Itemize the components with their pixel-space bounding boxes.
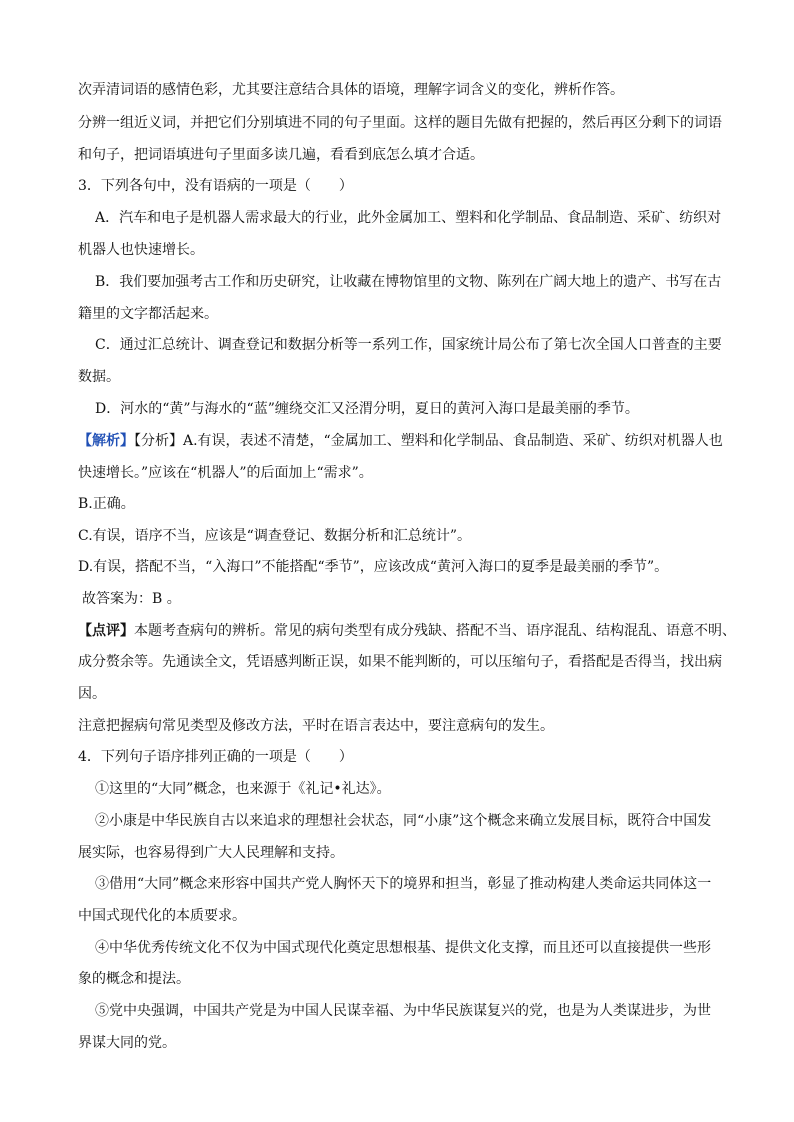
analysis-text: 【分析】A.有误，表述不清楚，“金属加工、塑料和化学制品、食品制造、采矿、纺织对机器人也	[134, 433, 723, 449]
option-d: D．河水的“黄”与海水的“蓝”缠绕交汇又泾渭分明，夏日的黄河入海口是最美丽的季节。	[95, 401, 639, 417]
text-line: C.有误，语序不当，应该是“调查登记、数据分析和汇总统计”。	[78, 528, 471, 544]
comment-tag: 【点评】	[78, 623, 134, 639]
option-c: C．通过汇总统计、调查登记和数据分析等一系列工作，国家统计局公布了第七次全国人口普查的主要	[95, 337, 722, 353]
sentence-4: ④中华优秀传统文化不仅为中国式现代化奠定思想根基、提供文化支撑，而且还可以直接提供一些形	[95, 940, 711, 956]
question-4-stem: 4．下列句子语序排列正确的一项是（ ）	[78, 749, 353, 765]
sentence-4-cont: 象的概念和提法。	[78, 971, 190, 987]
sentence-2: ②小康是中华民族自古以来追求的理想社会状态，同“小康”这个概念来确立发展目标，既符合中国发	[95, 813, 712, 829]
text-line: 快速增长。”应该在“机器人”的后面加上“需求”。	[78, 465, 373, 481]
text-line: 成分赘余等。先通读全文，凭语感判断正误，如果不能判断的，可以压缩句子，看搭配是否得当，找出病	[78, 654, 722, 670]
comment-line	[78, 621, 758, 641]
option-c-cont: 数据。	[78, 369, 120, 385]
sentence-5: ⑤党中央强调，中国共产党是为中国人民谋幸福、为中华民族谋复兴的党，也是为人类谋进步，为世	[95, 1003, 711, 1019]
text-line: 注意把握病句常见类型及修改方法，平时在语言表达中，要注意病句的发生。	[78, 718, 554, 734]
question-3-stem: 3．下列各句中，没有语病的一项是（ ）	[78, 178, 353, 194]
answer-line: 故答案为：B 。	[82, 591, 181, 607]
sentence-2-cont: 展实际，也容易得到广大人民理解和支持。	[78, 845, 344, 861]
comment-text: 本题考查病句的辨析。常见的病句类型有成分残缺、搭配不当、语序混乱、结构混乱、语意不明、	[134, 623, 736, 639]
sentence-1: ①这里的“大同”概念，也来源于《礼记•礼达》。	[95, 781, 391, 797]
text-line: D.有误，搭配不当，“入海口”不能搭配“季节”，应该改成“黄河入海口的夏季是最美丽的季节”。	[78, 559, 669, 575]
text-line: 分辨一组近义词，并把它们分别填进不同的句子里面。这样的题目先做有把握的，然后再区分剩下的词语	[78, 115, 722, 131]
option-b: B．我们要加强考古工作和历史研究，让收藏在博物馆里的文物、陈列在广阔大地上的遗产、书写在古	[95, 274, 722, 290]
sentence-5-cont: 界谋大同的党。	[78, 1035, 176, 1051]
option-a-cont: 机器人也快速增长。	[78, 242, 204, 258]
sentence-3: ③借用“大同”概念来形容中国共产党人胸怀天下的境界和担当，彰显了推动构建人类命运共同体这一	[95, 876, 712, 892]
text-line: 因。	[78, 686, 106, 702]
text-line: B.正确。	[78, 496, 135, 512]
analysis-line	[78, 431, 758, 451]
option-b-cont: 籍里的文字都活起来。	[78, 306, 218, 322]
text-line: 和句子，把词语填进句子里面多读几遍，看看到底怎么填才合适。	[78, 147, 484, 163]
analysis-tag: 【解析】	[78, 433, 134, 449]
text-line: 次弄清词语的感情色彩，尤其要注意结合具体的语境，理解字词含义的变化，辨析作答。	[78, 82, 624, 98]
sentence-3-cont: 中国式现代化的本质要求。	[78, 908, 246, 924]
option-a: A．汽车和电子是机器人需求最大的行业，此外金属加工、塑料和化学制品、食品制造、采矿、纺织对	[95, 210, 722, 226]
